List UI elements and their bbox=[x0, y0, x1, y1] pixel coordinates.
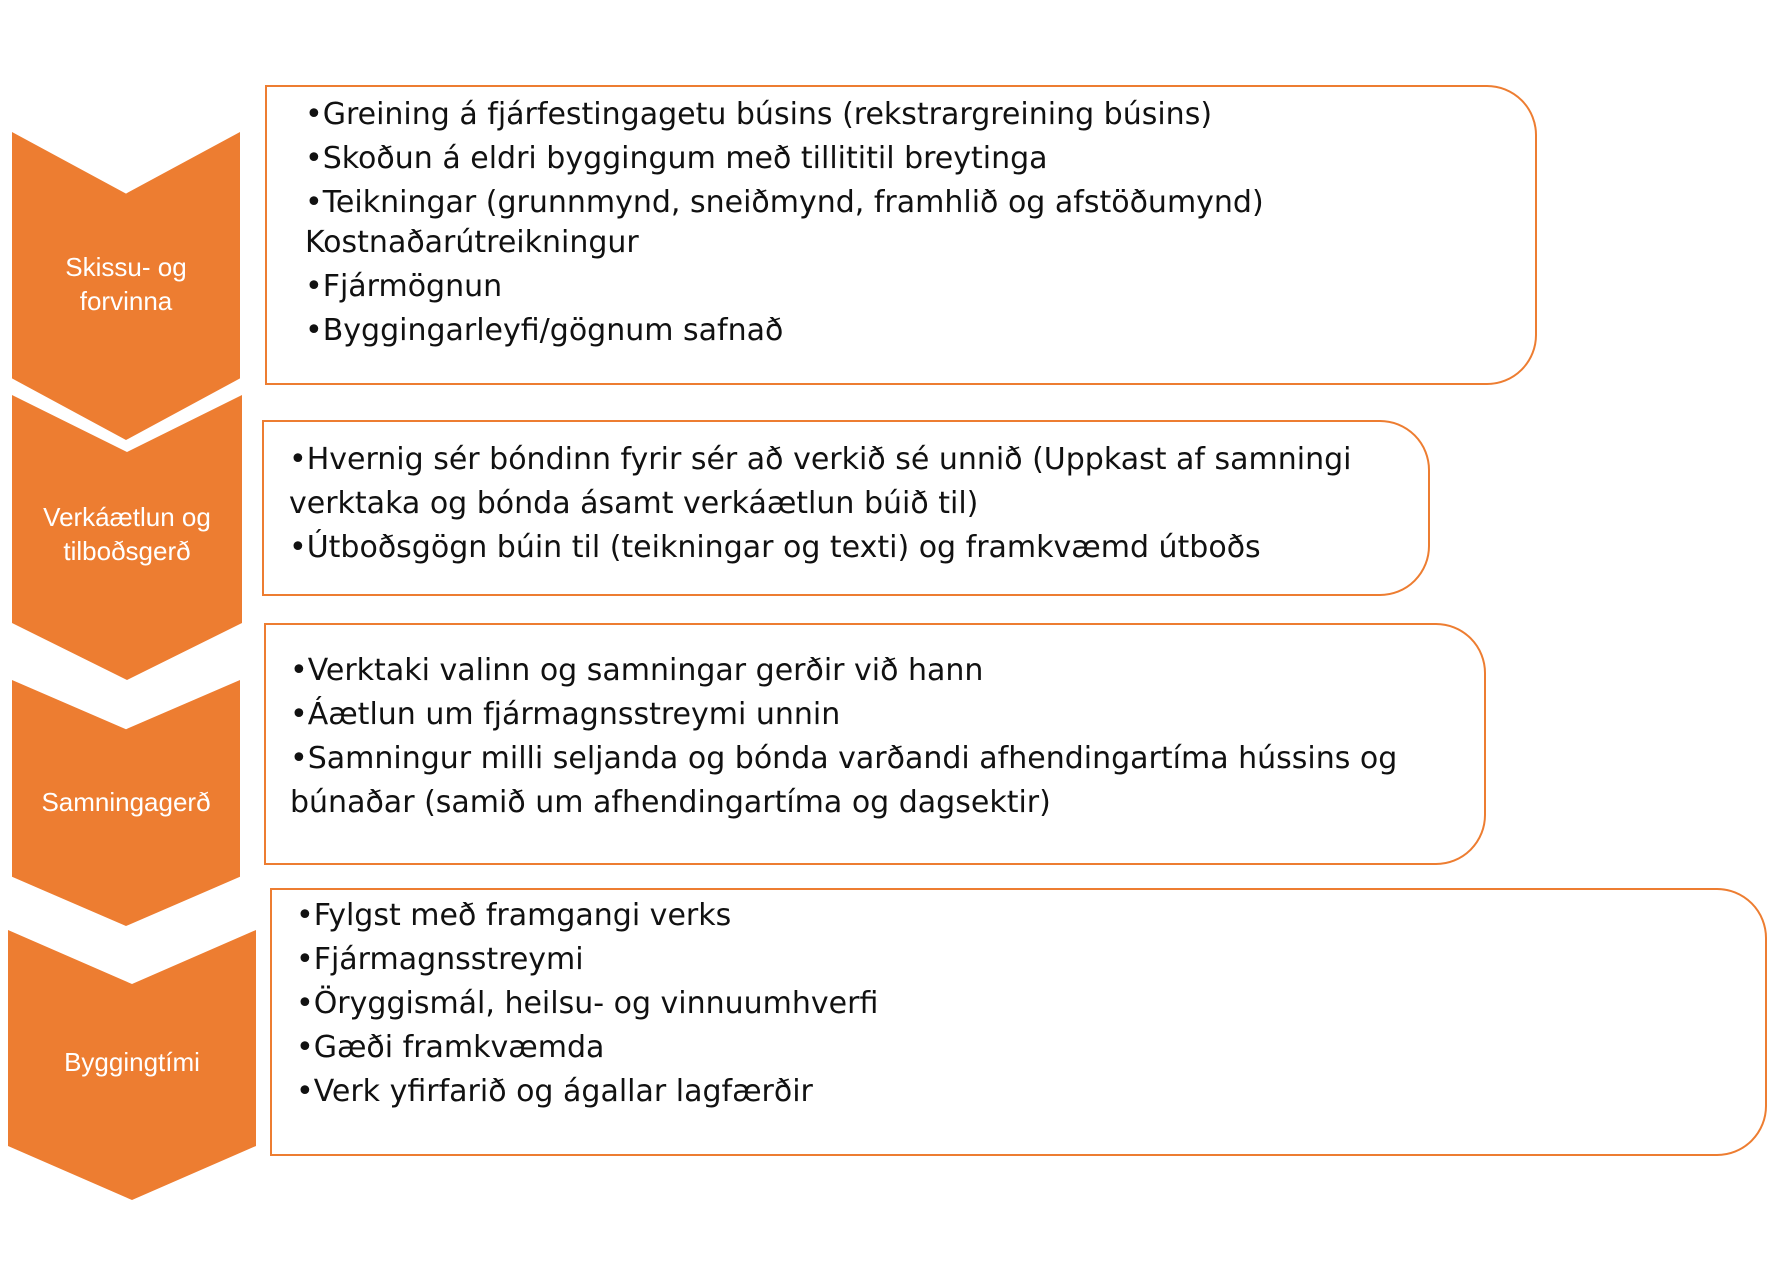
list-item: •Áætlun um fjármagnsstreymi unnin bbox=[290, 697, 841, 732]
list-item: •Samningur milli seljanda og bónda varðandi afhendingartíma hússins og búnaðar (samið um afhendingartíma og dagsektir) bbox=[290, 741, 1398, 820]
stage-4-list bbox=[296, 894, 1736, 1114]
list-item: •Verk yfirfarið og ágallar lagfærðir bbox=[296, 1074, 813, 1109]
list-item: •Öryggismál, heilsu- og vinnuumhverfi bbox=[296, 986, 879, 1021]
stage-1-box bbox=[265, 85, 1537, 385]
stage-3-list bbox=[290, 649, 1475, 825]
stage-3-label: Samningagerð bbox=[41, 787, 211, 817]
list-item: •Verktaki valinn og samningar gerðir við hann bbox=[290, 653, 984, 688]
stage-1-label: Skissu- og forvinna bbox=[65, 252, 187, 316]
list-item: •Skoðun á eldri byggingum með tillititil breytinga bbox=[305, 141, 1048, 176]
stage-4-label: Byggingtími bbox=[64, 1047, 200, 1077]
list-item: •Fjármagnsstreymi bbox=[296, 942, 584, 977]
list-item: •Gæði framkvæmda bbox=[296, 1030, 605, 1065]
list-item: •Fjármögnun bbox=[305, 269, 503, 304]
stage-2-label: Verkáætlun og tilboðsgerð bbox=[43, 502, 211, 566]
stage-3-box bbox=[264, 623, 1486, 865]
list-item: •Byggingarleyfi/gögnum safnað bbox=[305, 313, 784, 348]
list-item: •Fylgst með framgangi verks bbox=[296, 898, 732, 933]
stage-4-box bbox=[270, 888, 1767, 1156]
list-item: •Greining á fjárfestingagetu búsins (rekstrargreining búsins) bbox=[305, 97, 1213, 132]
list-item: Kostnaðarútreikningur bbox=[305, 225, 639, 260]
stage-1-list bbox=[305, 93, 1485, 353]
stage-2-list bbox=[289, 438, 1409, 570]
list-item: •Hvernig sér bóndinn fyrir sér að verkið sé unnið (Uppkast af samningi verktaka og bónda ásamt verkáætlun búið til) bbox=[289, 442, 1352, 521]
stage-2-box bbox=[262, 420, 1430, 596]
list-item: •Útboðsgögn búin til (teikningar og texti) og framkvæmd útboðs bbox=[289, 530, 1261, 565]
list-item: •Teikningar (grunnmynd, sneiðmynd, framhlið og afstöðumynd) bbox=[305, 185, 1264, 220]
